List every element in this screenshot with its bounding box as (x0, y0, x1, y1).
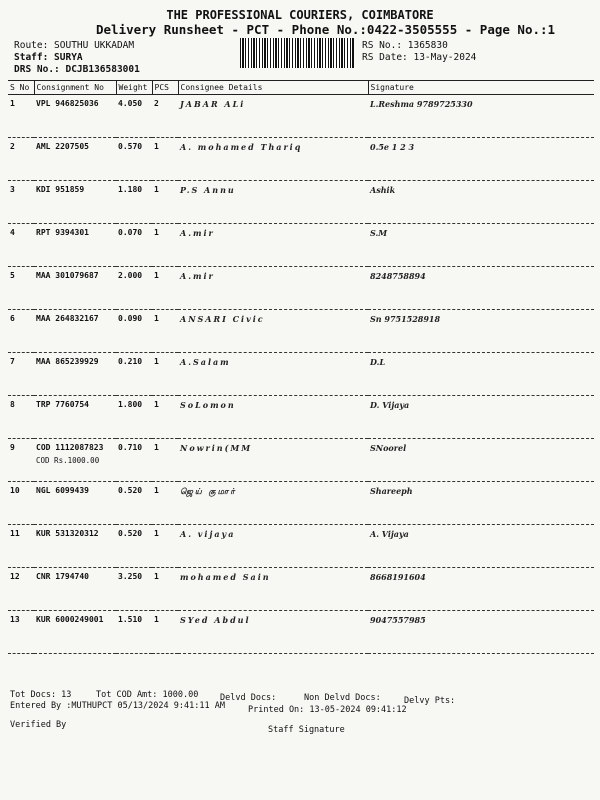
table-body (8, 95, 594, 654)
total-docs: Tot Docs: 13 (10, 690, 72, 700)
row-signature: 8668191604 (370, 572, 426, 582)
runsheet-title: Delivery Runsheet - PCT - Phone No.:0422-3505555 - Page No.:1 (96, 22, 556, 37)
row-weight: 1.510 (118, 615, 143, 624)
row-sno: 1 (10, 99, 15, 108)
row-sno: 2 (10, 142, 15, 151)
col-signature: Signature (368, 81, 594, 95)
row-sno: 10 (10, 486, 20, 495)
runsheet-table (8, 80, 594, 654)
row-signature: L.Reshma 9789725330 (370, 99, 473, 109)
drs-number: DRS No.: DCJB136583001 (14, 64, 140, 75)
row-weight: 0.070 (118, 228, 143, 237)
row-signature: SNoorel (370, 443, 407, 453)
col-weight: Weight (116, 81, 152, 95)
table-header-row (8, 81, 594, 95)
table-row (8, 181, 594, 224)
row-weight: 0.520 (118, 529, 143, 538)
row-pcs: 1 (154, 185, 159, 194)
col-consignment: Consignment No (34, 81, 116, 95)
row-sno: 4 (10, 228, 15, 237)
row-consignee: ANSARI Civic (180, 314, 265, 324)
row-consignee: P.S Annu (180, 185, 236, 195)
row-consignee: SoLomon (180, 400, 236, 410)
row-consignee: A.mir (180, 271, 215, 281)
table-row (8, 224, 594, 267)
row-consignment-no: RPT 9394301 (36, 228, 89, 237)
row-pcs: 1 (154, 142, 159, 151)
row-weight: 4.050 (118, 99, 143, 108)
table-row (8, 95, 594, 138)
non-delivered-docs: Non Delvd Docs: (304, 693, 381, 703)
delivered-docs: Delvd Docs: (220, 693, 277, 703)
row-consignment-no: MAA 264832167 (36, 314, 99, 323)
row-consignee: SYed Abdul (180, 615, 251, 625)
row-signature: Ashik (370, 185, 396, 195)
row-weight: 0.570 (118, 142, 143, 151)
row-pcs: 1 (154, 357, 159, 366)
table-row (8, 568, 594, 611)
row-signature: 9047557985 (370, 615, 426, 625)
row-pcs: 1 (154, 443, 159, 452)
row-consignee: A. vijaya (180, 529, 236, 539)
row-sno: 5 (10, 271, 15, 280)
row-consignee: A. mohamed Thariq (180, 142, 303, 152)
staff-label: Staff: SURYA (14, 52, 83, 63)
col-sno: S No (8, 81, 34, 95)
row-signature: 8248758894 (370, 271, 426, 281)
printed-on: Printed On: 13-05-2024 09:41:12 (248, 705, 407, 715)
delivery-points: Delvy Pts: (404, 696, 456, 706)
row-sno: 7 (10, 357, 15, 366)
row-signature: S.M (370, 228, 388, 238)
row-consignment-no: VPL 946825036 (36, 99, 99, 108)
row-consignment-no: AML 2207505 (36, 142, 89, 151)
staff-signature: Staff Signature (268, 725, 345, 735)
row-consignee: mohamed Sain (180, 572, 271, 582)
table-row (8, 482, 594, 525)
table-row (8, 525, 594, 568)
row-consignee: JABAR ALi (180, 99, 246, 109)
row-consignment-no: COD 1112087823 (36, 443, 104, 452)
row-pcs: 1 (154, 615, 159, 624)
total-cod-amount: Tot COD Amt: 1000.00 (96, 690, 199, 700)
entered-by: Entered By :MUTHUPCT 05/13/2024 9:41:11 AM (10, 701, 225, 711)
row-weight: 0.710 (118, 443, 143, 452)
row-weight: 0.210 (118, 357, 143, 366)
row-sno: 12 (10, 572, 20, 581)
table-row (8, 310, 594, 353)
row-weight: 3.250 (118, 572, 143, 581)
row-consignment-no: MAA 301079687 (36, 271, 99, 280)
row-consignment-no: MAA 865239929 (36, 357, 99, 366)
row-consignee: A.Salam (180, 357, 231, 367)
row-sno: 13 (10, 615, 20, 624)
barcode (240, 38, 354, 68)
row-signature: A. Vijaya (370, 529, 409, 539)
verified-by: Verified By (10, 720, 67, 730)
row-pcs: 1 (154, 572, 159, 581)
row-weight: 2.000 (118, 271, 143, 280)
company-name: THE PROFESSIONAL COURIERS, COIMBATORE (166, 8, 434, 22)
row-sno: 6 (10, 314, 15, 323)
row-pcs: 1 (154, 228, 159, 237)
row-cod-amount: COD Rs.1000.00 (36, 456, 100, 465)
col-consignee: Consignee Details (178, 81, 368, 95)
row-sno: 8 (10, 400, 15, 409)
row-consignee: Nowrin(MM (180, 443, 253, 453)
row-pcs: 1 (154, 271, 159, 280)
row-signature: 0.5e 1 2 3 (370, 142, 415, 152)
row-weight: 1.180 (118, 185, 143, 194)
row-consignee: A.mir (180, 228, 215, 238)
row-pcs: 1 (154, 529, 159, 538)
col-pcs: PCS (152, 81, 178, 95)
table-row (8, 439, 594, 482)
table-row (8, 396, 594, 439)
row-weight: 0.520 (118, 486, 143, 495)
row-consignment-no: KUR 6000249001 (36, 615, 104, 624)
table-row (8, 353, 594, 396)
row-consignment-no: KUR 531320312 (36, 529, 99, 538)
row-consignment-no: NGL 6099439 (36, 486, 89, 495)
row-sno: 11 (10, 529, 20, 538)
row-consignee: ஜெய் குமார் (180, 486, 237, 496)
row-weight: 0.090 (118, 314, 143, 323)
row-pcs: 2 (154, 99, 159, 108)
table-row (8, 138, 594, 181)
row-signature: Sn 9751528918 (370, 314, 441, 324)
row-signature: D.L (370, 357, 386, 367)
row-pcs: 1 (154, 400, 159, 409)
route-label: Route: SOUTHU UKKADAM (14, 40, 135, 51)
row-pcs: 1 (154, 486, 159, 495)
rs-number: RS No.: 1365830 (362, 40, 448, 51)
row-weight: 1.800 (118, 400, 143, 409)
table-row (8, 611, 594, 654)
row-consignment-no: KDI 951859 (36, 185, 85, 194)
table-row (8, 267, 594, 310)
row-signature: D. Vijaya (370, 400, 410, 410)
row-sno: 3 (10, 185, 15, 194)
row-consignment-no: CNR 1794740 (36, 572, 89, 581)
row-sno: 9 (10, 443, 15, 452)
row-consignment-no: TRP 7760754 (36, 400, 89, 409)
rs-date: RS Date: 13-May-2024 (362, 52, 477, 63)
row-pcs: 1 (154, 314, 159, 323)
row-signature: Shareeph (370, 486, 413, 496)
